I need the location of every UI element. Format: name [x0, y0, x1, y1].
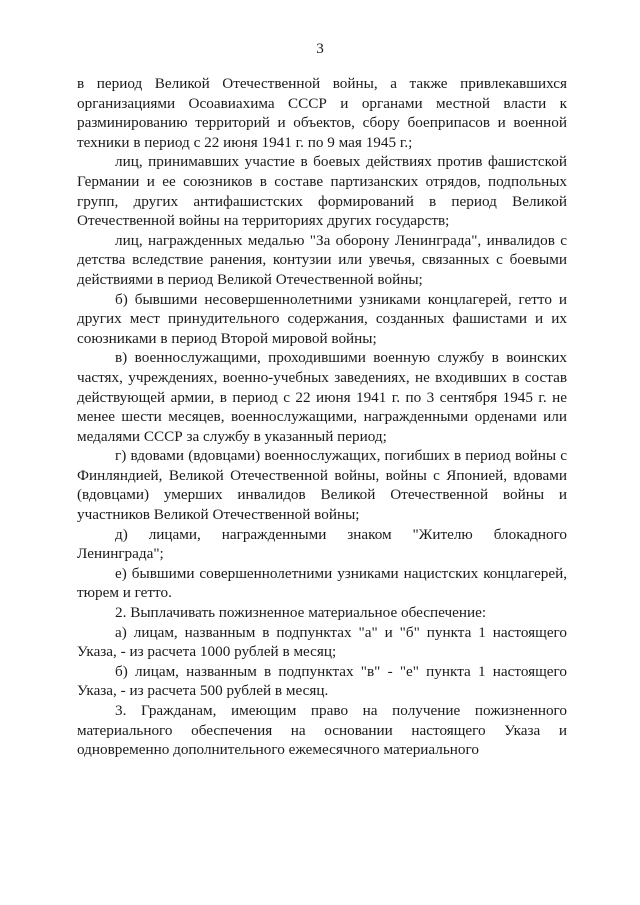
paragraph: е) бывшими совершеннолетними узниками нацистских концлагерей, тюрем и гетто.: [77, 564, 567, 602]
paragraph: лиц, принимавших участие в боевых действиях против фашистской Германии и ее союзников в составе партизанских отрядов, подпольных групп, других антифашистских формирований в период Великой Отечественной войны на территориях других государств;: [77, 153, 567, 230]
paragraph: б) лицам, названным в подпунктах "в" - "е" пункта 1 настоящего Указа, - из расчета 500 рублей в месяц.: [77, 662, 567, 700]
paragraph: лиц, награжденных медалью "За оборону Ленинграда", инвалидов с детства вследствие ранения, контузии или увечья, связанных с боевыми действиями в период Великой Отечественной войны;: [77, 231, 567, 288]
document-body: [77, 74, 567, 760]
page-number: 3: [316, 40, 324, 57]
paragraph: г) вдовами (вдовцами) военнослужащих, погибших в период войны с Финляндией, Великой Отечественной войны, войны с Японией, вдовами (вдовцами) умерших инвалидов Великой Отечественной войны и участников Великой Отечественной войны;: [77, 447, 567, 524]
paragraph: 3. Гражданам, имеющим право на получение пожизненного материального обеспечения на основании настоящего Указа и одновременно дополнительного ежемесячного материального: [77, 702, 567, 759]
paragraph: а) лицам, названным в подпунктах "а" и "б" пункта 1 настоящего Указа, - из расчета 1000 рублей в месяц;: [77, 623, 567, 661]
paragraph: д) лицами, награжденными знаком "Жителю блокадного Ленинграда";: [77, 525, 567, 563]
paragraph: 2. Выплачивать пожизненное материальное обеспечение:: [115, 604, 487, 622]
paragraph: в) военнослужащими, проходившими военную службу в воинских частях, учреждениях, военно-учебных заведениях, не входивших в состав действующей армии, в период с 22 июня 1941 г. по 3 сентября 1945 г. не менее шести месяцев, военнослужащими, награжденными орденами или медалями СССР за службу в указанный период;: [77, 349, 567, 445]
paragraph: б) бывшими несовершеннолетними узниками концлагерей, гетто и других мест принудительного содержания, созданных фашистами и их союзниками в период Второй мировой войны;: [77, 290, 567, 347]
paragraph: в период Великой Отечественной войны, а также привлекавшихся организациями Осоавиахима СССР и органами местной власти к разминированию территорий и объектов, сбору боеприпасов и военной техники в период с 22 июня 1941 г. по 9 мая 1945 г.;: [77, 75, 567, 151]
